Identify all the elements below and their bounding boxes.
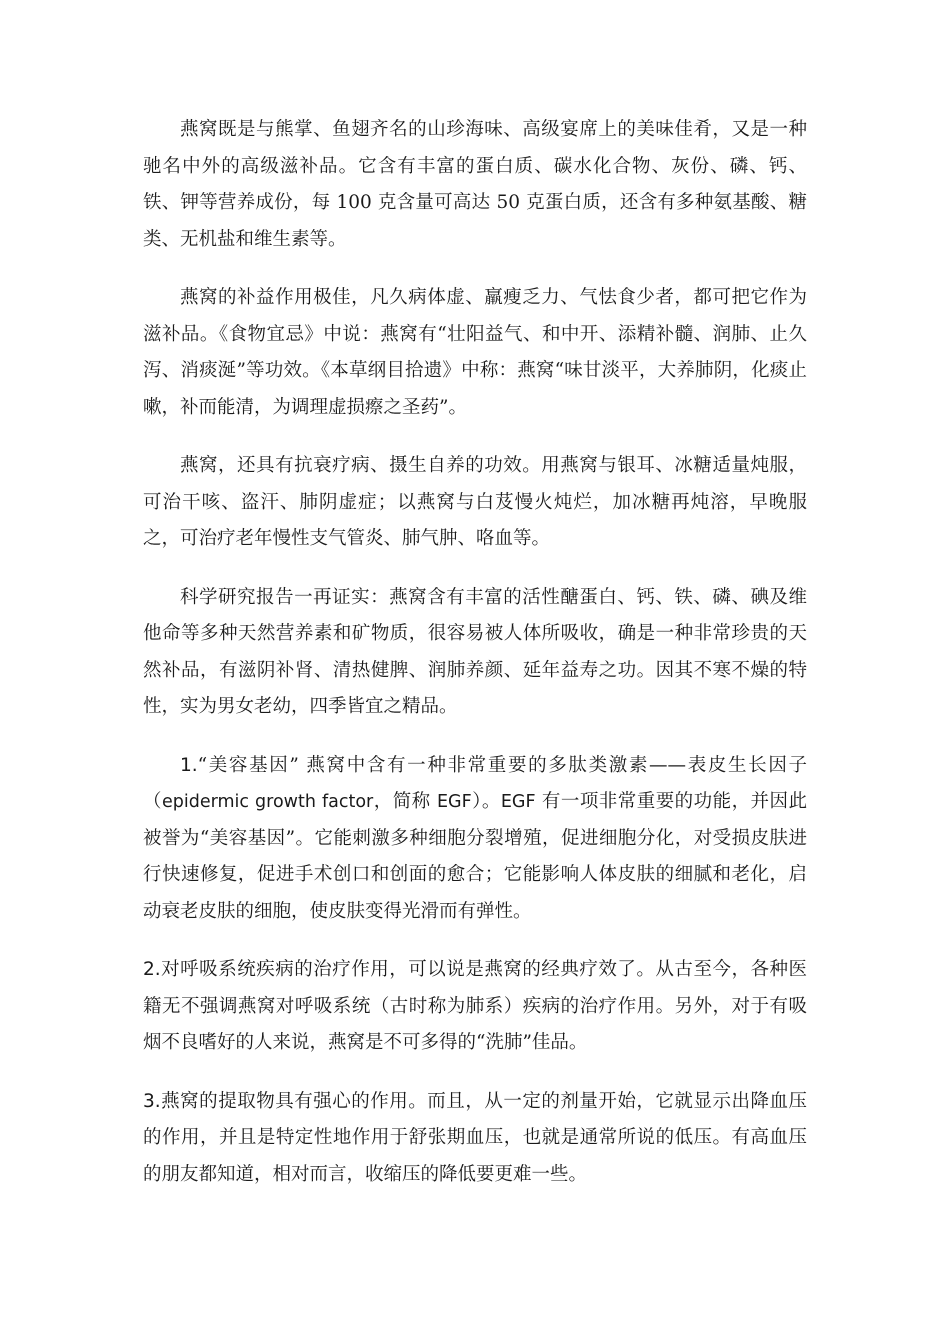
list-item-beauty-gene <box>143 748 807 931</box>
list-item-number: 1. <box>180 754 198 776</box>
list-item-text: 对呼吸系统疾病的治疗作用，可以说是燕窝的经典疗效了。从古至今，各种医籍无不强调燕窝对呼吸系统（古时称为肺系）疾病的治疗作用。另外，对于有吸烟不良嗜好的人来说，燕窝是不可多得的“洗肺”佳品。 <box>143 959 807 1053</box>
latin-term: epidermic growth factor <box>161 792 374 812</box>
paragraph-scientific-research: 科学研究报告一再证实：燕窝含有丰富的活性醣蛋白、钙、铁、磷、碘及维他命等多种天然营养素和矿物质，很容易被人体所吸收，确是一种非常珍贵的天然补品，有滋阴补肾、清热健脾、润肺养颜、延年益寿之功。因其不寒不燥的特性，实为男女老幼，四季皆宜之精品。 <box>143 586 807 717</box>
list-item-respiratory <box>143 952 807 1062</box>
paragraph-tonic-effect: 燕窝的补益作用极佳，凡久病体虚、羸瘦乏力、气怯食少者，都可把它作为滋补品。《食物宜忌》中说：燕窝有“壮阳益气、和中开、添精补髓、润肺、止久泻、消痰涎”等功效。《本草纲目拾遗》中称：燕窝“味甘淡平，大养肺阴，化痰止嗽，补而能清，为调理虚损瘵之圣药”。 <box>143 287 807 418</box>
latin-term: EGF <box>500 792 536 812</box>
document-body <box>143 112 807 1215</box>
latin-term: EGF <box>436 792 472 812</box>
list-item-cardiac <box>143 1084 807 1194</box>
list-item-text: 燕窝的提取物具有强心的作用。而且，从一定的剂量开始，它就显示出降血压的作用，并且是特定性地作用于舒张期血压，也就是通常所说的低压。有高血压的朋友都知道，相对而言，收缩压的降低要更难一些。 <box>143 1090 807 1185</box>
paragraph-intro: 燕窝既是与熊掌、鱼翅齐名的山珍海味、高级宴席上的美味佳肴，又是一种驰名中外的高级滋补品。它含有丰富的蛋白质、碳水化合物、灰份、磷、钙、铁、钾等营养成份，每 100 克含量可高达 50 克蛋白质，还含有多种氨基酸、糖类、无机盐和维生素等。 <box>143 119 807 250</box>
list-item-number: 2. <box>143 959 161 980</box>
list-item-text-part: ，简称 <box>373 791 437 812</box>
list-item-text-part: 有一项非常重要的功能，并因此被誉为“美容基因”。它能刺激多种细胞分裂增殖，促进细胞分化，对受损皮肤进行快速修复，促进手术创口和创面的愈合；它能影响人体皮肤的细腻和老化，启动衰老皮肤的细胞，使皮肤变得光滑而有弹性。 <box>143 791 807 922</box>
paragraph-anti-aging: 燕窝，还具有抗衰疗病、摄生自养的功效。用燕窝与银耳、冰糖适量炖服，可治干咳、盗汗、肺阴虚症；以燕窝与白芨慢火炖烂，加冰糖再炖溶，早晚服之，可治疗老年慢性支气管炎、肺气肿、咯血等。 <box>143 455 807 549</box>
list-item-text-part: ）。 <box>471 791 501 812</box>
list-item-text-part: “美容基因” 燕窝中含有一种非常重要的多肽类激素——表皮生长因子（ <box>143 754 807 812</box>
list-item-number: 3. <box>143 1090 161 1112</box>
